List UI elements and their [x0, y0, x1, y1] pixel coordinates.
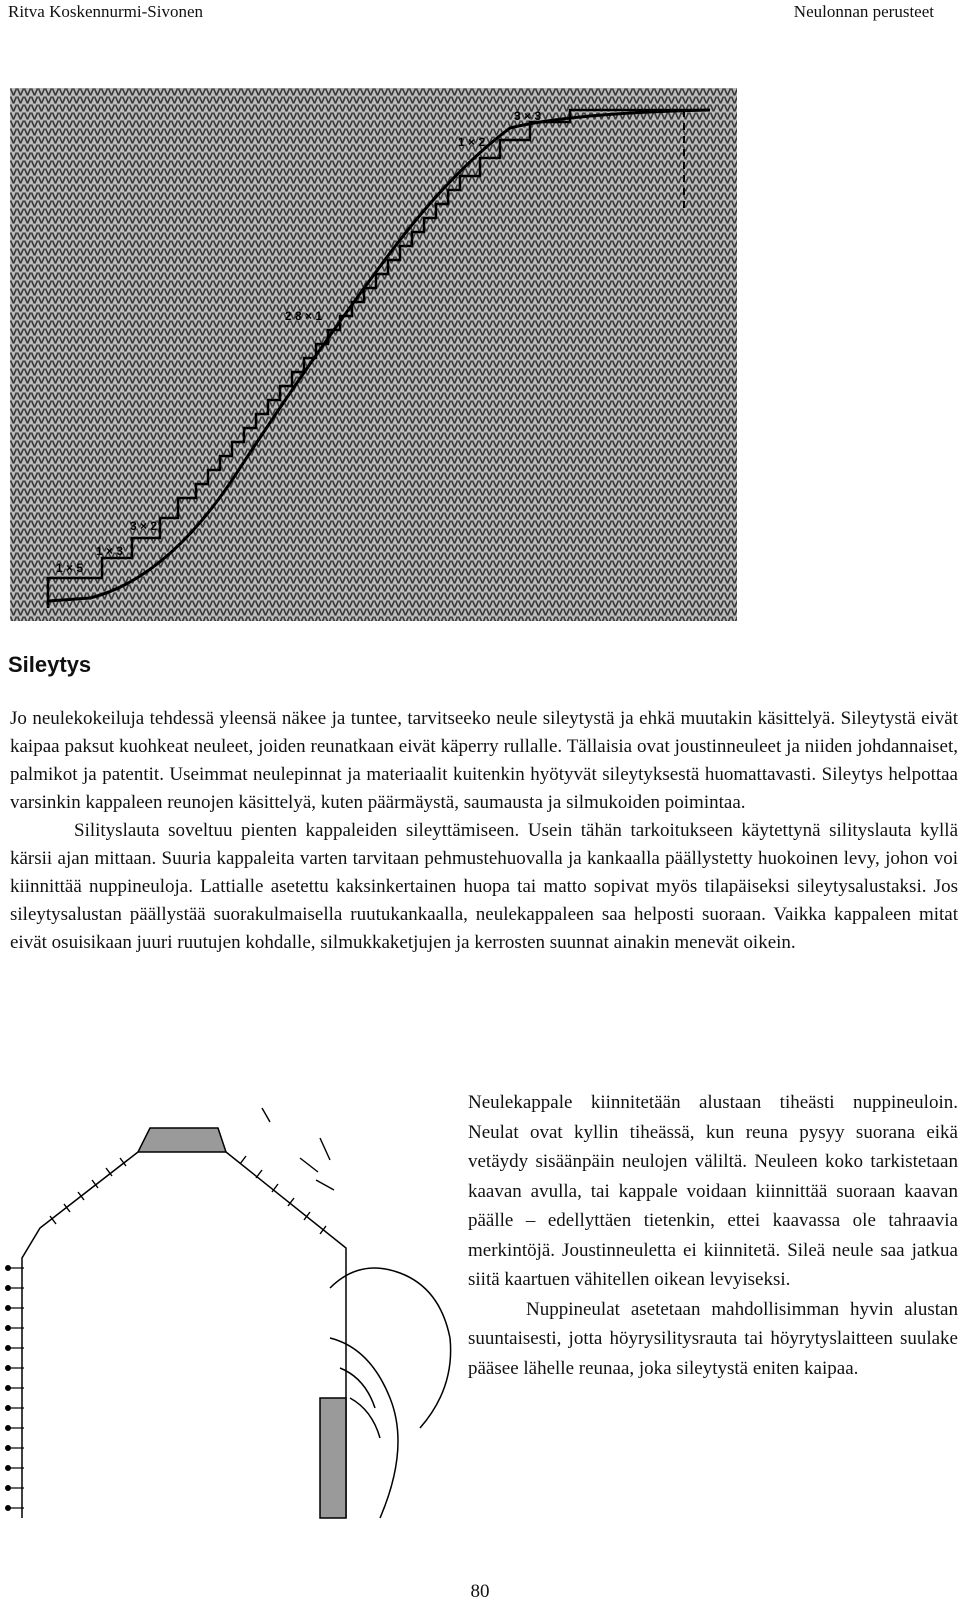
- label-1x5: 1 × 5: [56, 561, 84, 575]
- label-3x3: 3 × 3: [514, 109, 542, 123]
- knit-texture: [10, 88, 737, 621]
- knit-piece-outline: [22, 1152, 346, 1518]
- label-1x3: 1 × 3: [96, 544, 124, 558]
- loose-pins: [262, 1108, 334, 1190]
- label-1x2: 1 × 2: [458, 135, 486, 149]
- side-paragraph-2: Nuppineulat asetetaan mahdollisimman hyvin alustan suuntaisesti, jotta höyrysilitysrauta tai höyrytyslaitteen suulake pääsee lähelle reunaa, joka sileytystä eniten kaipaa.: [468, 1298, 958, 1379]
- header-author: Ritva Koskennurmi-Sivonen: [8, 2, 204, 21]
- side-paragraph-1: Neulekappale kiinnitetään alustaan tiheästi nuppineuloin. Neulat ovat kyllin tiheässä, kun reuna pysyy suorana eikä vetäydy sisäänpäin neulojen väliltä. Neuleen koko tarkistetaan kaavan avulla, tai kappale voidaan kiinnittää suoraan kaavan päälle – edellyttäen tietenkin, ettei kaavassa ole tahraavia merkintöjä. Joustinneuletta ei kiinnitetä. Sileä neule saa jatkua siitä kaartuen vähitellen oikean levyiseksi.: [468, 1092, 958, 1290]
- page-number: 80: [470, 1581, 490, 1602]
- header-book-title: Neulonnan perusteet: [793, 2, 934, 21]
- paragraph-1: Jo neulekokeiluja tehdessä yleensä näkee ja tuntee, tarvitseeko neule sileytystä ja ehkä muutakin käsittelyä. Sileytystä eivät kaipaa paksut kuohkeat neuleet, joiden reunatkaan eivät käperry rullalle. Tällaisia ovat joustinneuleet ja niiden johdannaiset, palmikot ja patentit. Useimmat neulepinnat ja materiaalit kuitenkin hyötyvät sileytyksestä huomattavasti. Sileytys helpottaa varsinkin kappaleen reunojen käsittelyä, kuten päärmäystä, saumausta ja silmukoiden poimintaa.: [10, 708, 958, 813]
- label-3x2: 3 × 2: [130, 519, 158, 533]
- paragraph-2: Silityslauta soveltuu pienten kappaleiden sileyttämiseen. Usein tähän tarkoitukseen käytettynä silityslauta kyllä kärsii ajan mittaan. Suuria kappaleita varten tarvitaan pehmustehuovalla ja kankaalla päällystetty huokoinen levy, johon voi kiinnittää nuppineuloja. Lattialle asetettu kaksinkertainen huopa tai matto sopivat myös tilapäiseksi sileytysalustaksi. Jos sileytysalustan päällystää suorakulmaisella ruutukankaalla, neulekappaleen saa helposti suoraan. Vaikka kappaleen mitat eivät osuisikaan juuri ruutujen kohdalle, silmukkaketjujen ja kerrosten suunnat ainakin menevät oikein.: [10, 820, 958, 953]
- side-text: [468, 1088, 958, 1383]
- hand-left: [330, 1268, 451, 1428]
- pins-shoulder-ticks: [50, 1156, 326, 1234]
- pinning-illustration: [0, 1098, 470, 1538]
- body-text: [10, 705, 958, 957]
- knitted-fabric-shaping-figure: [10, 88, 737, 621]
- neckline-rib: [138, 1128, 226, 1152]
- section-heading: Sileytys: [8, 652, 92, 677]
- ribbing-grey-area: [320, 1398, 346, 1518]
- label-28x1: 2 8 × 1: [285, 309, 323, 323]
